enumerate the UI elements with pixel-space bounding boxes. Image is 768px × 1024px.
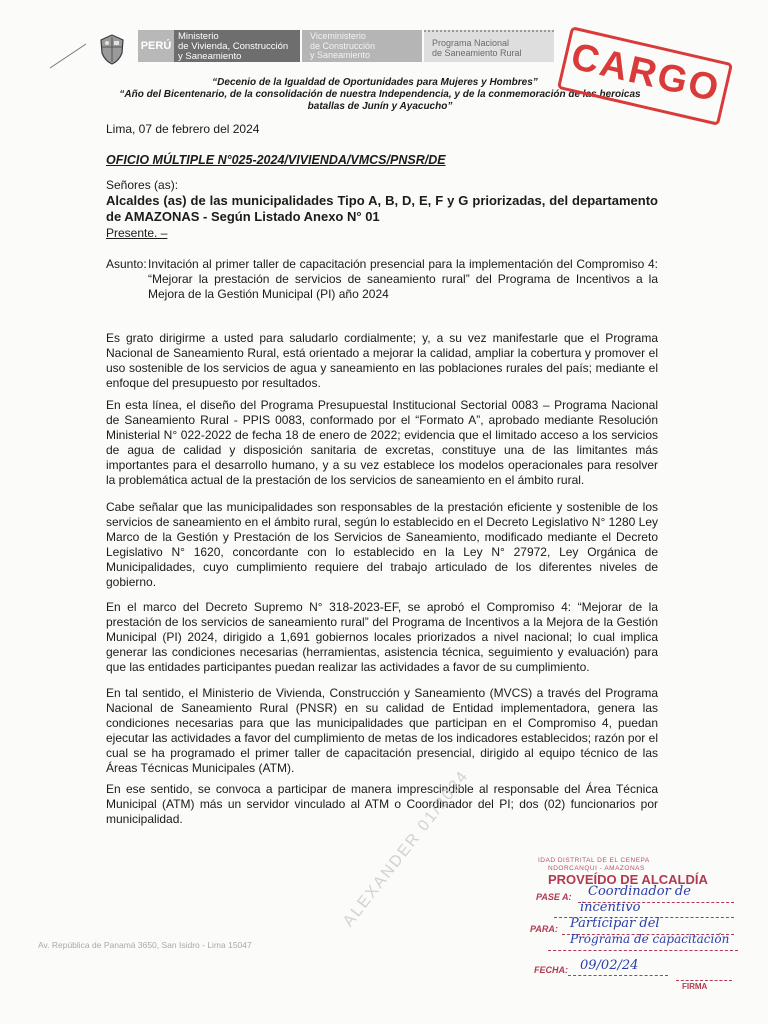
body-paragraph: En esta línea, el diseño del Programa Presupuestal Institucional Sectorial 0083 – Programa Nacional de Saneamiento Rural - PPIS 0083, conformado por el “Formato A”, aprobado mediante Resolución Ministerial N° 022-2022 de fecha 18 de enero de 2022; evidencia que el limitado acceso a los servicios de agua de calidad y disposición sanitaria de excretas, constituye una de las limitantes más importantes para el desarrollo humano, y a su vez establece los modelos operacionales para resolver la problemática actual de la prestación de los servicios de saneamiento en el ámbito rural. xyxy=(106,398,658,487)
fecha-handwritten: 09/02/24 xyxy=(580,958,639,973)
firma-label: FIRMA xyxy=(682,982,708,991)
para-handwritten-2: Programa de capacitación xyxy=(570,932,730,946)
pase-handwritten-1: Coordinador de xyxy=(588,884,691,899)
para-label: PARA: xyxy=(530,924,558,934)
body-paragraph: Cabe señalar que las municipalidades son responsables de la prestación eficiente y sostenible de los servicios de saneamiento en el ámbito rural, según lo establecido en el Decreto Legislativo N° 1280 Ley Marco de la Gestión y Prestación de los Servicios de Saneamiento, modificado mediante el Decreto Legislativo N° 1620, concordante con lo establecido en la Ley N° 27972, Ley Orgánica de Municipalidades, cuyo cumplimiento requiere del trabajo articulado de los diferentes niveles de gobierno. xyxy=(106,500,658,589)
fecha-line xyxy=(568,975,668,976)
header-dotted-border xyxy=(424,30,554,35)
body-paragraph: En el marco del Decreto Supremo N° 318-2023-EF, se aprobó el Compromiso 4: “Mejorar de la prestación de los servicios de saneamiento rural” del Programa de Incentivos a la Mejora de la Gestión Municipal (PI) 2024, dirigido a 1,691 gobiernos locales priorizados a nivel nacional; lo cual implica generar las condiciones necesarias (herramientas, asistencia técnica, seguimiento y evaluación) para que las entidades participantes puedan realizar las actividades a favor de su cumplimiento. xyxy=(106,600,658,674)
watermark: ALEXANDER 01/2024 xyxy=(340,767,473,931)
fecha-label: FECHA: xyxy=(534,965,568,975)
letter-date: Lima, 07 de febrero del 2024 xyxy=(106,122,260,136)
asunto-text: Invitación al primer taller de capacitación presencial para la implementación del Compromiso 4: “Mejorar la prestación de servicios de saneamiento rural” del Programa de Incentivos a la Mejora de la Gestión Municipal (PI) año 2024 xyxy=(148,257,658,301)
peru-label: PERÚ xyxy=(138,30,174,62)
pase-label: PASE A: xyxy=(536,892,572,902)
slogan-batallas: batallas de Junín y Ayacucho” xyxy=(307,101,453,112)
body-paragraph: En tal sentido, el Ministerio de Vivienda, Construcción y Saneamiento (MVCS) a través del Programa Nacional de Saneamiento Rural (PNSR) en su calidad de Entidad implementadora, genera las condiciones necesarias para que las municipalidades que participan en el Compromiso 4, puedan ejecutar las actividades a favor del cumplimiento de metas de los indicadores establecidos; razón por el cual se ha programado el primer taller de capacitación presencial, dirigido al equipo técnico de las Áreas Técnicas Municipales (ATM). xyxy=(106,686,658,775)
para-handwritten-1: Participar del xyxy=(570,916,660,931)
peru-coat-of-arms-icon xyxy=(98,33,126,65)
stamp-province-line: NDORCANQUI - AMAZONAS xyxy=(548,865,645,872)
body-paragraph: En ese sentido, se convoca a participar de manera imprescindible al responsable del Área Técnica Municipal (ATM) más un servidor vinculado al ATM o Coordinador del PI; dos (02) funcionarios por municipalidad. xyxy=(106,782,658,826)
presente: Presente. – xyxy=(106,226,168,240)
footer-address: Av. República de Panamá 3650, San Isidro - Lima 15047 xyxy=(38,940,252,950)
proveido-title: PROVEÍDO DE ALCALDÍA xyxy=(548,872,708,887)
slogan-decenio: “Decenio de la Igualdad de Oportunidades para Mujeres y Hombres” xyxy=(212,77,538,88)
salutation: Señores (as): xyxy=(106,178,179,192)
asunto-label: Asunto: xyxy=(106,257,147,271)
pen-stroke-mark xyxy=(48,40,88,70)
firma-line xyxy=(676,980,732,981)
stamp-municipality-line: IDAD DISTRITAL DE EL CENEPA xyxy=(538,857,650,864)
oficio-reference: OFICIO MÚLTIPLE N°025-2024/VIVIENDA/VMCS/PNSR/DE xyxy=(106,153,446,167)
slogan-bicentenario: “Año del Bicentenario, de la consolidación de nuestra Independencia, y de la conmemoración de las heroicas xyxy=(119,89,641,100)
programa-block: Programa Nacional de Saneamiento Rural xyxy=(424,30,554,62)
body-paragraph: Es grato dirigirme a usted para saludarlo cordialmente; y, a su vez manifestarle que el Programa Nacional de Saneamiento Rural, está orientado a mejorar la calidad, ampliar la cobertura y promover el uso sostenible de los servicios de agua y saneamiento en las poblaciones rurales del país; mediante el enfoque del presupuesto por resultados. xyxy=(106,331,658,390)
recipients: Alcaldes (as) de las municipalidades Tipo A, B, D, E, F y G priorizadas, del departamento de AMAZONAS - Según Listado Anexo N° 01 xyxy=(106,193,658,224)
ministerio-block: Ministerio de Vivienda, Construcción y Saneamiento xyxy=(174,30,300,62)
viceministerio-block: Viceministerio de Construcción y Saneamiento xyxy=(302,30,422,62)
cargo-stamp: CARGO xyxy=(557,26,733,126)
pase-handwritten-2: incentivo xyxy=(580,900,641,915)
para-line-2 xyxy=(548,950,738,951)
